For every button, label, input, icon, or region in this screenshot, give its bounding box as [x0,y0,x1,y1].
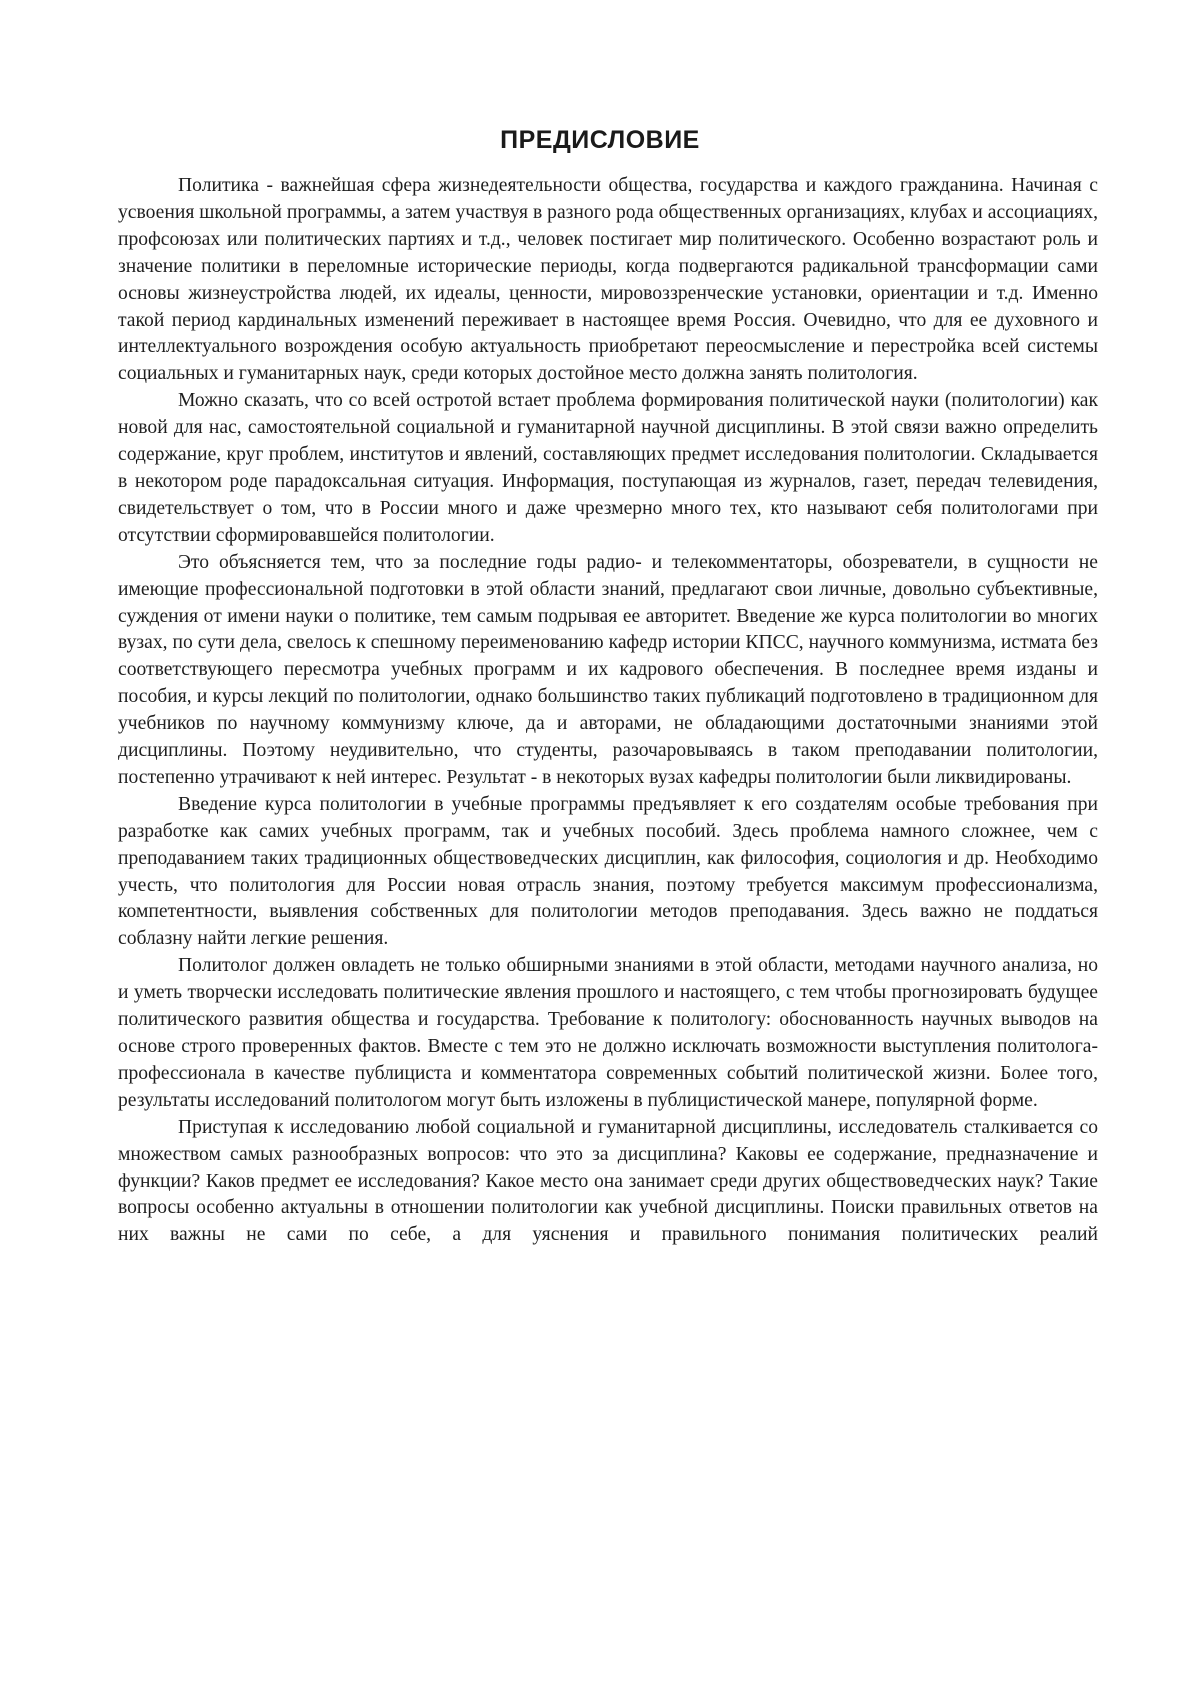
paragraph-3: Это объясняется тем, что за последние годы радио- и телекомментаторы, обозреватели, в сущности не имеющие профессиональной подготовки в этой области знаний, предлагают свои личные, довольно субъективные, суждения от имени науки о политике, тем самым подрывая ее авторитет. Введение же курса политологии во многих вузах, по сути дела, свелось к спешному переименованию кафедр истории КПСС, научного коммунизма, истмата без соответствующего пересмотра учебных программ и их кадрового обеспечения. В последнее время изданы и пособия, и курсы лекций по политологии, однако большинство таких публикаций подготовлено в традиционном для учебников по научному коммунизму ключе, да и авторами, не обладающими достаточными знаниями этой дисциплины. Поэтому неудивительно, что студенты, разочаровываясь в таком преподавании политологии, постепенно утрачивают к ней интерес. Результат - в некоторых вузах кафедры политологии были ликвидированы. [118,551,1098,788]
body-text [118,173,1098,1249]
paragraph-1: Политика - важнейшая сфера жизнедеятельности общества, государства и каждого гражданина. Начиная с усвоения школьной программы, а затем участвуя в разного рода общественных организациях, клубах и ассоциациях, профсоюзах или политических партиях и т.д., человек постигает мир политического. Особенно возрастают роль и значение политики в переломные исторические периоды, когда подвергаются радикальной трансформации сами основы жизнеустройства людей, их идеалы, ценности, мировоззренческие установки, ориентации и т.д. Именно такой период кардинальных изменений переживает в настоящее время Россия. Очевидно, что для ее духовного и интеллектуального возрождения особую актуальность приобретают переосмысление и перестройка всей системы социальных и гуманитарных наук, среди которых достойное место должна занять политология. [118,175,1098,385]
paragraph-5: Политолог должен овладеть не только обширными знаниями в этой области, методами научного анализа, но и уметь творчески исследовать политические явления прошлого и настоящего, с тем чтобы прогнозировать будущее политического развития общества и государства. Требование к политологу: обоснованность научных выводов на основе строго проверенных фактов. Вместе с тем это не должно исключать возможности выступления политолога-профессионала в качестве публициста и комментатора современных событий политической жизни. Более того, результаты исследований политологом могут быть изложены в публицистической манере, популярной форме. [118,955,1098,1111]
page-title: ПРЕДИСЛОВИЕ [500,126,700,154]
paragraph-6: Приступая к исследованию любой социальной и гуманитарной дисциплины, исследователь сталкивается со множеством самых разнообразных вопросов: что это за дисциплина? Каковы ее содержание, предназначение и функции? Каков предмет ее исследования? Какое место она занимает среди других обществоведческих наук? Такие вопросы особенно актуальны в отношении политологии как учебной дисциплины. Поиски правильных ответов на них важны не сами по себе, а для уяснения и правильного понимания политических реалий [118,1116,1098,1246]
paragraph-4: Введение курса политологии в учебные программы предъявляет к его создателям особые требования при разработке как самих учебных программ, так и учебных пособий. Здесь проблема намного сложнее, чем с преподаванием таких традиционных обществоведческих дисциплин, как философия, социология и др. Необходимо учесть, что политология для России новая отрасль знания, поэтому требуется максимум профессионализма, компетентности, выявления собственных для политологии методов преподавания. Здесь важно не поддаться соблазну найти легкие решения. [118,793,1098,950]
paragraph-2: Можно сказать, что со всей остротой встает проблема формирования политической науки (политологии) как новой для нас, самостоятельной социальной и гуманитарной научной дисциплины. В этой связи важно определить содержание, круг проблем, институтов и явлений, составляющих предмет исследования политологии. Складывается в некотором роде парадоксальная ситуация. Информация, поступающая из журналов, газет, передач телевидения, свидетельствует о том, что в России много и даже чрезмерно много тех, кто называют себя политологами при отсутствии сформировавшейся политологии. [118,390,1098,546]
